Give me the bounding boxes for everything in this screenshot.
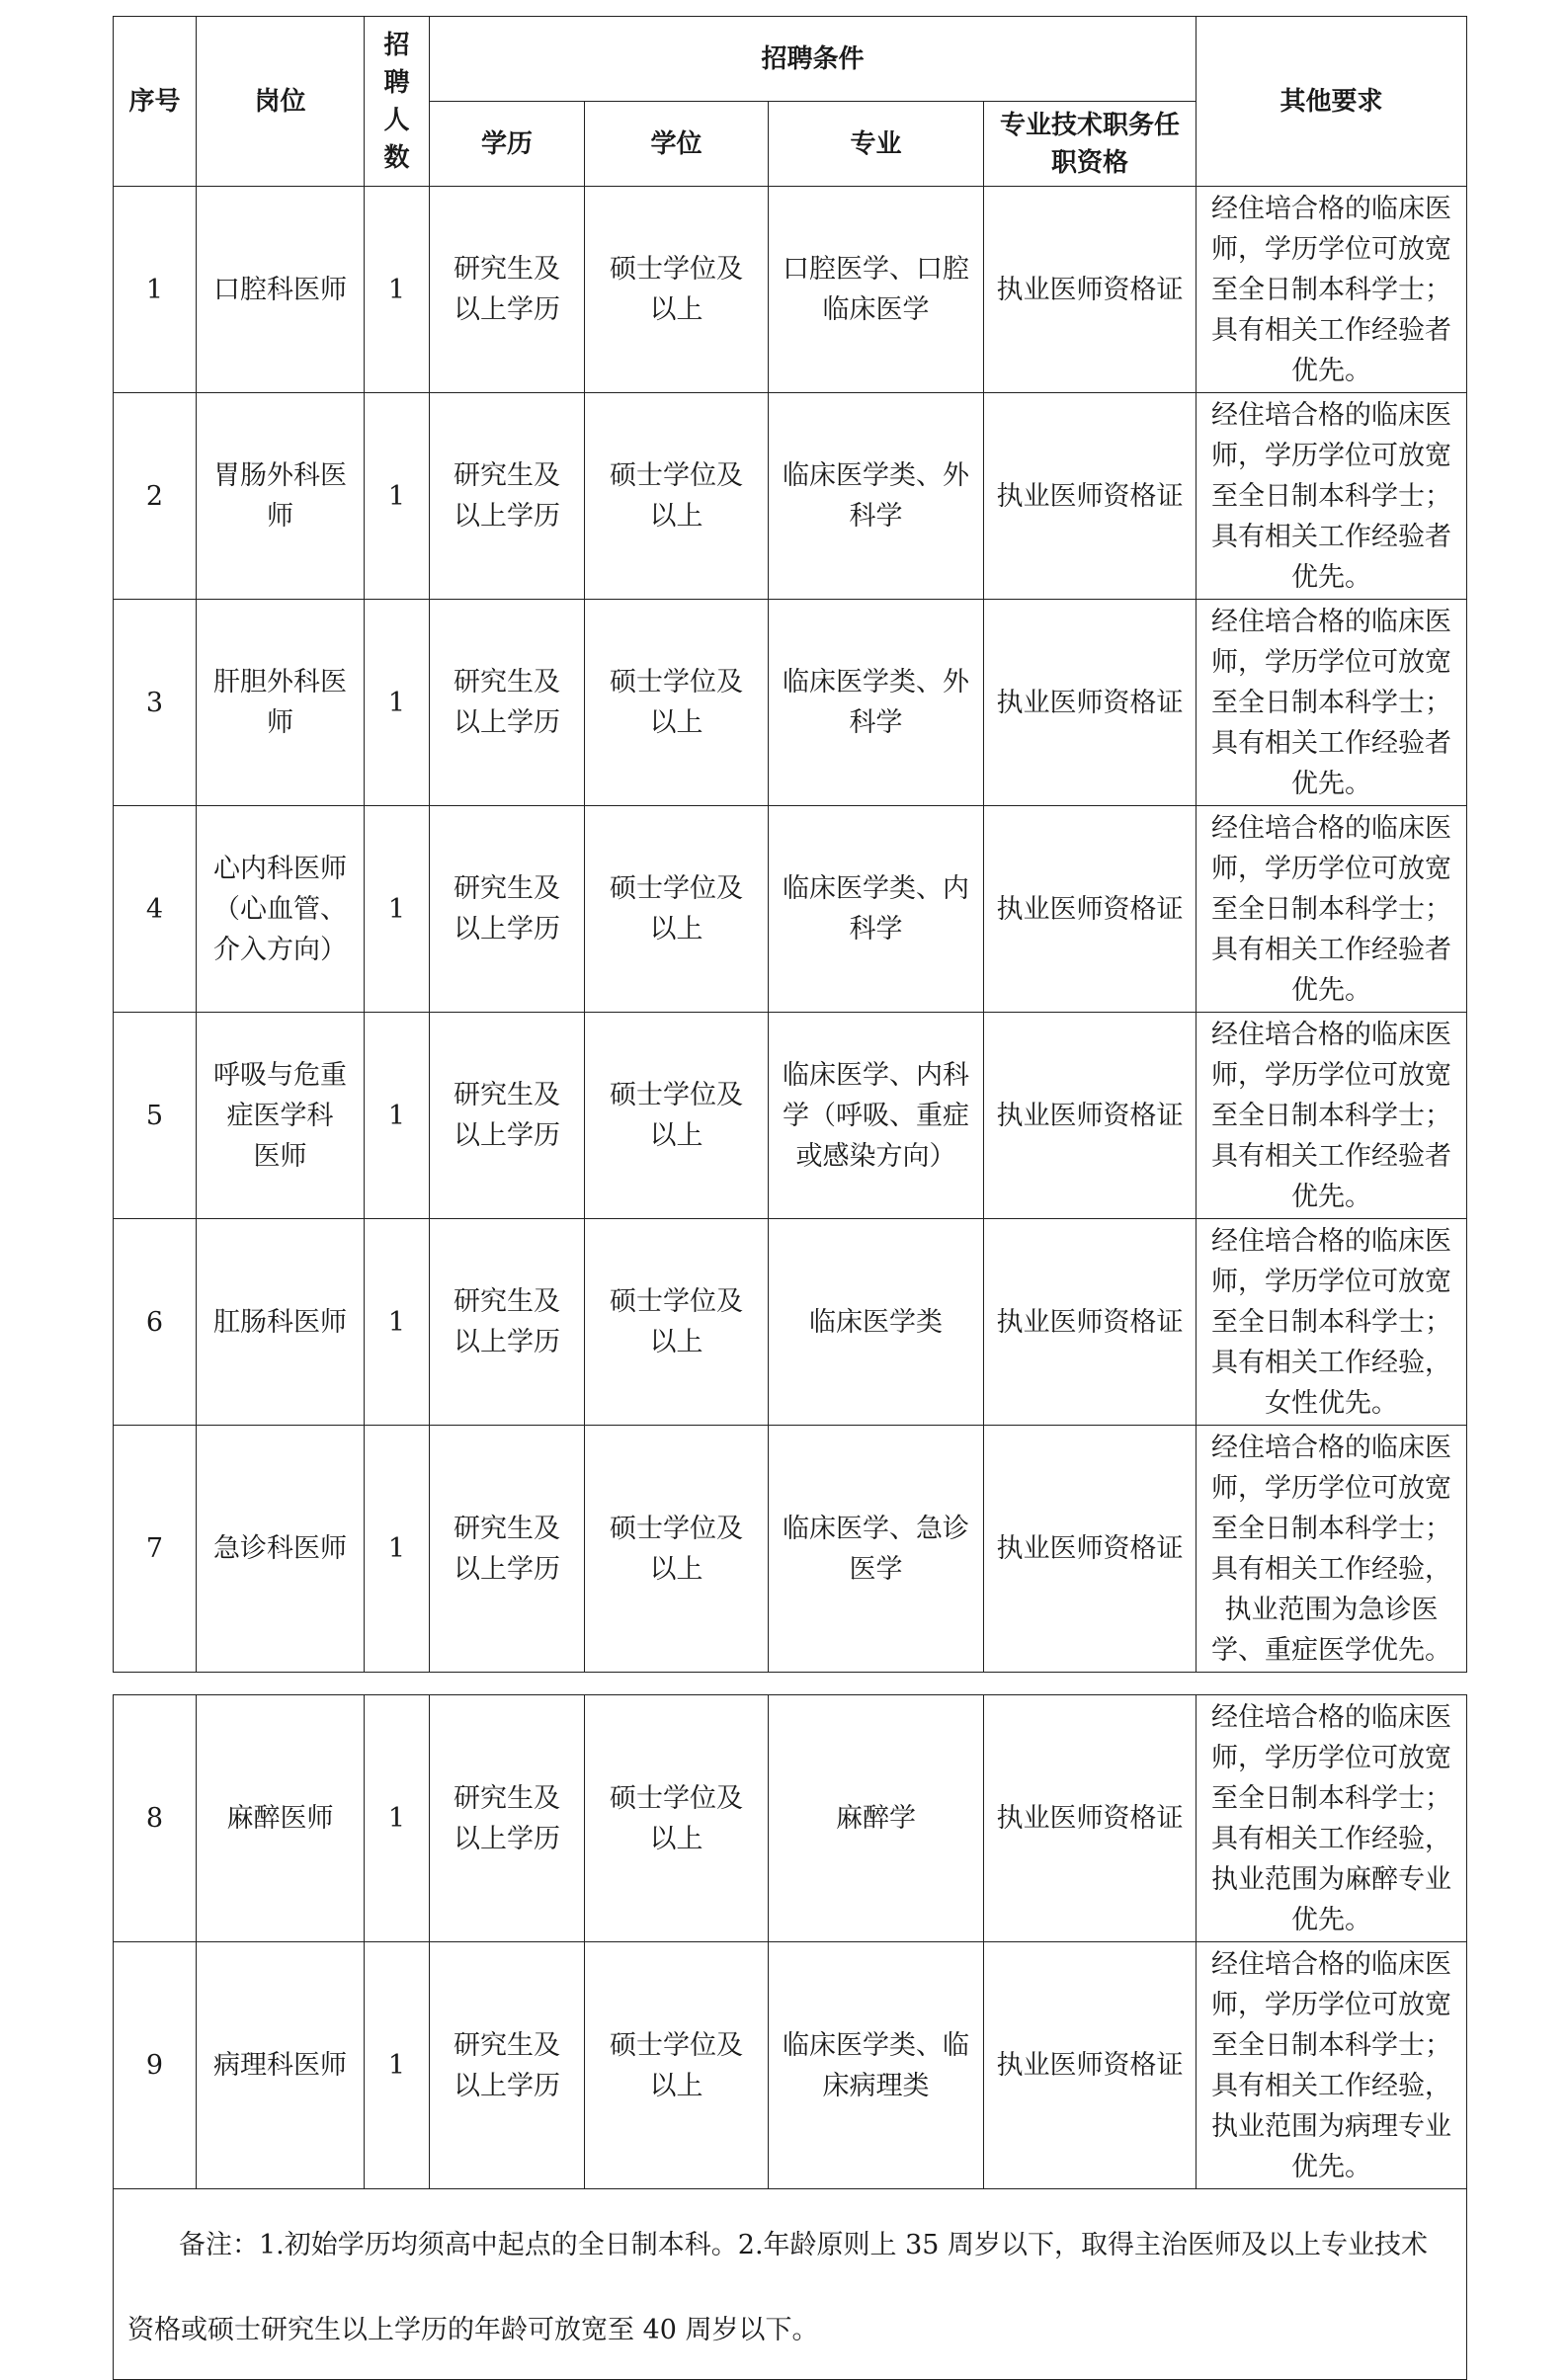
cell-qualification: 执业医师资格证 <box>984 1426 1197 1673</box>
cell-major: 麻醉学 <box>769 1695 984 1942</box>
cell-qualification: 执业医师资格证 <box>984 1219 1197 1426</box>
cell-degree: 硕士学位及 以上 <box>585 1013 769 1219</box>
cell-major: 临床医学、急诊 医学 <box>769 1426 984 1673</box>
cell-education: 研究生及 以上学历 <box>430 1695 585 1942</box>
cell-seq: 6 <box>114 1219 197 1426</box>
table-row <box>114 187 1467 393</box>
header-conditions: 招聘条件 <box>430 17 1197 102</box>
table-row <box>114 1219 1467 1426</box>
cell-post: 急诊科医师 <box>197 1426 365 1673</box>
cell-degree: 硕士学位及 以上 <box>585 393 769 600</box>
recruitment-table-continued <box>113 1694 1467 2380</box>
cell-education: 研究生及 以上学历 <box>430 393 585 600</box>
table-row <box>114 1695 1467 1942</box>
cell-major: 临床医学类、临 床病理类 <box>769 1942 984 2189</box>
cell-degree: 硕士学位及 以上 <box>585 806 769 1013</box>
cell-seq: 1 <box>114 187 197 393</box>
header-post: 岗位 <box>197 17 365 187</box>
cell-education: 研究生及 以上学历 <box>430 1942 585 2189</box>
cell-count: 1 <box>365 1942 430 2189</box>
cell-qualification: 执业医师资格证 <box>984 393 1197 600</box>
cell-major: 临床医学类、内 科学 <box>769 806 984 1013</box>
cell-seq: 8 <box>114 1695 197 1942</box>
cell-major: 临床医学类、外 科学 <box>769 600 984 806</box>
header-education: 学历 <box>430 102 585 187</box>
header-qualification: 专业技术职务任 职资格 <box>984 102 1197 187</box>
cell-post: 肝胆外科医 师 <box>197 600 365 806</box>
cell-degree: 硕士学位及 以上 <box>585 600 769 806</box>
cell-count: 1 <box>365 1695 430 1942</box>
cell-major: 临床医学类 <box>769 1219 984 1426</box>
cell-qualification: 执业医师资格证 <box>984 806 1197 1013</box>
header-count: 招 聘 人 数 <box>365 17 430 187</box>
cell-count: 1 <box>365 1013 430 1219</box>
cell-other: 经住培合格的临床医 师，学历学位可放宽 至全日制本科学士； 具有相关工作经验， 执业范围为急诊医 学、重症医学优先。 <box>1197 1426 1467 1673</box>
cell-qualification: 执业医师资格证 <box>984 1942 1197 2189</box>
table-row <box>114 393 1467 600</box>
cell-education: 研究生及 以上学历 <box>430 1426 585 1673</box>
cell-degree: 硕士学位及 以上 <box>585 1219 769 1426</box>
cell-count: 1 <box>365 393 430 600</box>
cell-seq: 2 <box>114 393 197 600</box>
cell-seq: 3 <box>114 600 197 806</box>
cell-post: 胃肠外科医 师 <box>197 393 365 600</box>
cell-education: 研究生及 以上学历 <box>430 1219 585 1426</box>
table-row <box>114 600 1467 806</box>
cell-degree: 硕士学位及 以上 <box>585 1942 769 2189</box>
cell-post: 呼吸与危重 症医学科 医师 <box>197 1013 365 1219</box>
cell-other: 经住培合格的临床医 师，学历学位可放宽 至全日制本科学士； 具有相关工作经验者 优先。 <box>1197 393 1467 600</box>
cell-other: 经住培合格的临床医 师，学历学位可放宽 至全日制本科学士； 具有相关工作经验， 执业范围为病理专业 优先。 <box>1197 1942 1467 2189</box>
table-row <box>114 806 1467 1013</box>
cell-qualification: 执业医师资格证 <box>984 187 1197 393</box>
cell-other: 经住培合格的临床医 师，学历学位可放宽 至全日制本科学士； 具有相关工作经验者 优先。 <box>1197 1013 1467 1219</box>
cell-other: 经住培合格的临床医 师，学历学位可放宽 至全日制本科学士； 具有相关工作经验者 优先。 <box>1197 600 1467 806</box>
note-row <box>114 2189 1467 2380</box>
cell-major: 口腔医学、口腔 临床医学 <box>769 187 984 393</box>
cell-count: 1 <box>365 1426 430 1673</box>
cell-qualification: 执业医师资格证 <box>984 1013 1197 1219</box>
cell-other: 经住培合格的临床医 师，学历学位可放宽 至全日制本科学士； 具有相关工作经验者 优先。 <box>1197 187 1467 393</box>
cell-post: 肛肠科医师 <box>197 1219 365 1426</box>
cell-education: 研究生及 以上学历 <box>430 187 585 393</box>
cell-education: 研究生及 以上学历 <box>430 1013 585 1219</box>
cell-post: 心内科医师 （心血管、 介入方向） <box>197 806 365 1013</box>
table-row <box>114 1942 1467 2189</box>
table-row <box>114 1013 1467 1219</box>
header-degree: 学位 <box>585 102 769 187</box>
note-text: 备注：1.初始学历均须高中起点的全日制本科。2.年龄原则上 35 周岁以下，取得主治医师及以上专业技术资格或硕士研究生以上学历的年龄可放宽至 40 周岁以下。 <box>114 2189 1467 2380</box>
cell-seq: 7 <box>114 1426 197 1673</box>
cell-other: 经住培合格的临床医 师，学历学位可放宽 至全日制本科学士； 具有相关工作经验者 优先。 <box>1197 806 1467 1013</box>
cell-seq: 9 <box>114 1942 197 2189</box>
cell-qualification: 执业医师资格证 <box>984 1695 1197 1942</box>
cell-seq: 5 <box>114 1013 197 1219</box>
cell-post: 口腔科医师 <box>197 187 365 393</box>
cell-degree: 硕士学位及 以上 <box>585 187 769 393</box>
cell-major: 临床医学、内科 学（呼吸、重症 或感染方向） <box>769 1013 984 1219</box>
header-major: 专业 <box>769 102 984 187</box>
cell-degree: 硕士学位及 以上 <box>585 1426 769 1673</box>
cell-count: 1 <box>365 1219 430 1426</box>
cell-seq: 4 <box>114 806 197 1013</box>
cell-education: 研究生及 以上学历 <box>430 806 585 1013</box>
table-row <box>114 1426 1467 1673</box>
cell-post: 病理科医师 <box>197 1942 365 2189</box>
cell-other: 经住培合格的临床医 师，学历学位可放宽 至全日制本科学士； 具有相关工作经验， 执业范围为麻醉专业 优先。 <box>1197 1695 1467 1942</box>
cell-count: 1 <box>365 806 430 1013</box>
recruitment-table <box>113 16 1467 1673</box>
cell-other: 经住培合格的临床医 师，学历学位可放宽 至全日制本科学士； 具有相关工作经验， 女性优先。 <box>1197 1219 1467 1426</box>
cell-education: 研究生及 以上学历 <box>430 600 585 806</box>
cell-count: 1 <box>365 600 430 806</box>
cell-count: 1 <box>365 187 430 393</box>
cell-major: 临床医学类、外 科学 <box>769 393 984 600</box>
cell-degree: 硕士学位及 以上 <box>585 1695 769 1942</box>
cell-qualification: 执业医师资格证 <box>984 600 1197 806</box>
header-seq: 序号 <box>114 17 197 187</box>
header-other: 其他要求 <box>1197 17 1467 187</box>
cell-post: 麻醉医师 <box>197 1695 365 1942</box>
